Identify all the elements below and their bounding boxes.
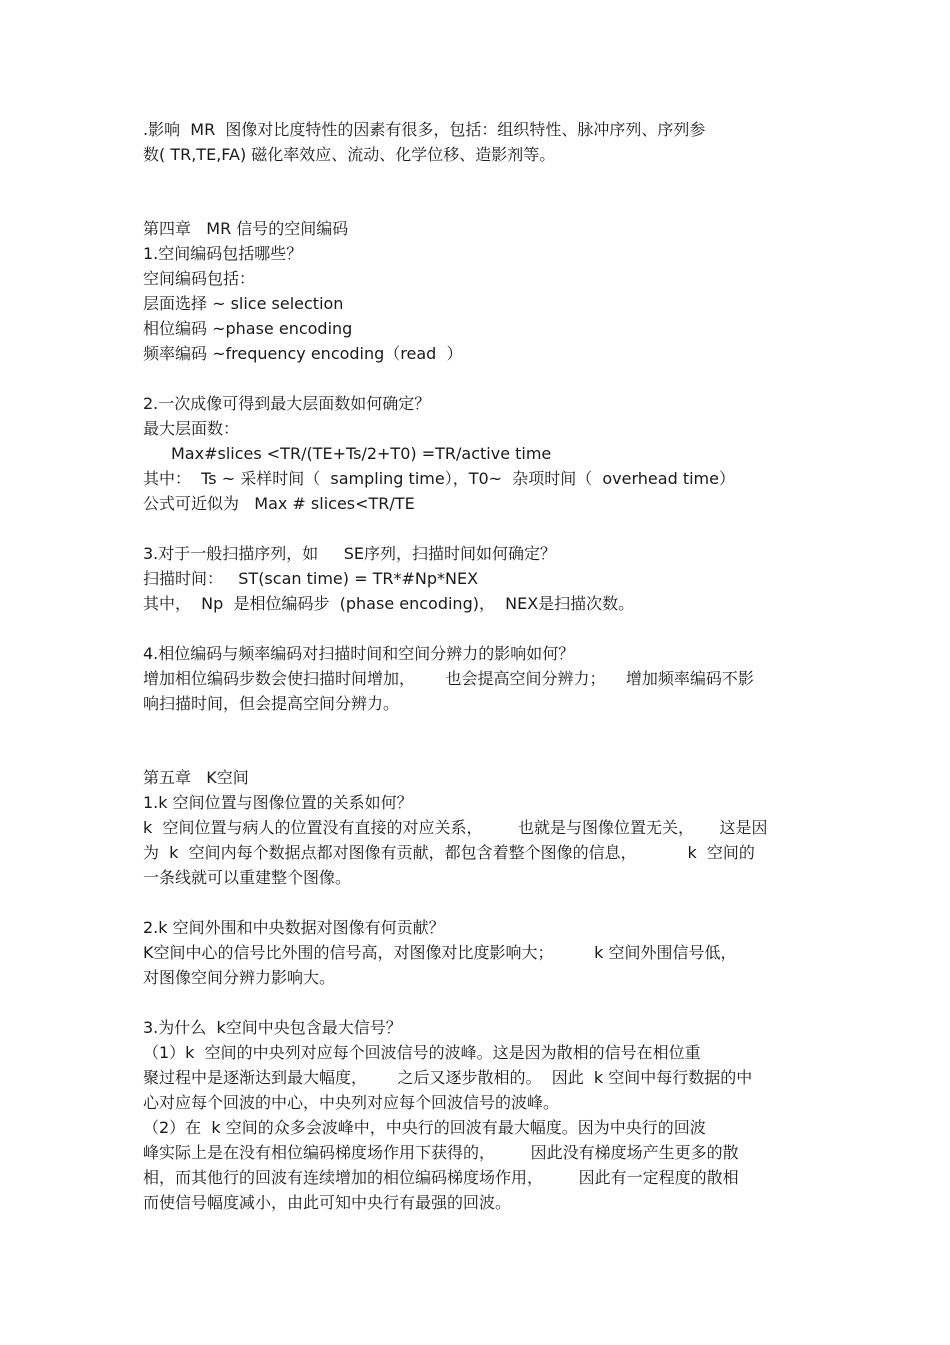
formula-max-slices: Max#slices <TR/(TE+Ts/2+T0) =TR/active time bbox=[171, 444, 552, 463]
intro-paragraph-line-1: .影响 MR 图像对比度特性的因素有很多，包括：组织特性、脉冲序列、序列参 bbox=[143, 120, 706, 139]
answer-text: 而使信号幅度减小，由此可知中央行有最强的回波。 bbox=[143, 1193, 512, 1212]
chapter-5-heading: 第五章 K空间 bbox=[143, 768, 249, 787]
intro-paragraph-line-2: 数( TR,TE,FA) 磁化率效应、流动、化学位移、造影剂等。 bbox=[143, 145, 556, 164]
list-item-frequency-encoding: 频率编码 ~frequency encoding（read ） bbox=[143, 344, 463, 363]
answer-text: 相，而其他行的回波有连续增加的相位编码梯度场作用， 因此有一定程度的散相 bbox=[143, 1168, 739, 1187]
answer-text: 最大层面数： bbox=[143, 419, 240, 438]
answer-text: 峰实际上是在没有相位编码梯度场作用下获得的， 因此没有梯度场产生更多的散 bbox=[143, 1143, 739, 1162]
answer-text: 聚过程中是逐渐达到最大幅度， 之后又逐步散相的。 因此 k 空间中每行数据的中 bbox=[143, 1068, 753, 1087]
question-3-heading: 3.对于一般扫描序列，如 SE序列，扫描时间如何确定？ bbox=[143, 544, 556, 563]
answer-text: 为 k 空间内每个数据点都对图像有贡献，都包含着整个图像的信息， k 空间的 bbox=[143, 843, 755, 862]
answer-text: K空间中心的信号比外围的信号高，对图像对比度影响大； k 空间外围信号低， bbox=[143, 943, 737, 962]
question-2-heading: 2.k 空间外围和中央数据对图像有何贡献？ bbox=[143, 918, 445, 937]
answer-text: 公式可近似为 Max # slices<TR/TE bbox=[143, 494, 415, 513]
answer-text: k 空间位置与病人的位置没有直接的对应关系， 也就是与图像位置无关， 这是因 bbox=[143, 818, 768, 837]
chapter-4-heading: 第四章 MR 信号的空间编码 bbox=[143, 219, 349, 238]
answer-text: 心对应每个回波的中心，中央列对应每个回波信号的波峰。 bbox=[143, 1093, 560, 1112]
answer-text: 对图像空间分辨力影响大。 bbox=[143, 968, 336, 987]
question-1-heading: 1.k 空间位置与图像位置的关系如何？ bbox=[143, 793, 413, 812]
answer-text: 其中， Np 是相位编码步 (phase encoding)， NEX是扫描次数。 bbox=[143, 594, 635, 613]
list-item-slice-selection: 层面选择 ~ slice selection bbox=[143, 294, 344, 313]
answer-text: 增加相位编码步数会使扫描时间增加， 也会提高空间分辨力； 增加频率编码不影 bbox=[143, 669, 754, 688]
formula-scan-time: 扫描时间： ST(scan time) = TR*#Np*NEX bbox=[143, 569, 479, 588]
answer-text: 响扫描时间，但会提高空间分辨力。 bbox=[143, 694, 400, 713]
question-1-heading: 1.空间编码包括哪些？ bbox=[143, 244, 303, 263]
question-2-heading: 2.一次成像可得到最大层面数如何确定？ bbox=[143, 394, 431, 413]
question-3-heading: 3.为什么 k空间中央包含最大信号？ bbox=[143, 1018, 402, 1037]
answer-text: 空间编码包括： bbox=[143, 269, 256, 288]
question-4-heading: 4.相位编码与频率编码对扫描时间和空间分辨力的影响如何？ bbox=[143, 644, 575, 663]
list-item-phase-encoding: 相位编码 ~phase encoding bbox=[143, 319, 353, 338]
answer-text: （2）在 k 空间的众多会波峰中，中央行的回波有最大幅度。因为中央行的回波 bbox=[143, 1118, 706, 1137]
answer-text: 其中： Ts ~ 采样时间（ sampling time），T0~ 杂项时间（ overhead time） bbox=[143, 469, 735, 488]
answer-text: （1）k 空间的中央列对应每个回波信号的波峰。这是因为散相的信号在相位重 bbox=[143, 1043, 701, 1062]
answer-text: 一条线就可以重建整个图像。 bbox=[143, 868, 352, 887]
